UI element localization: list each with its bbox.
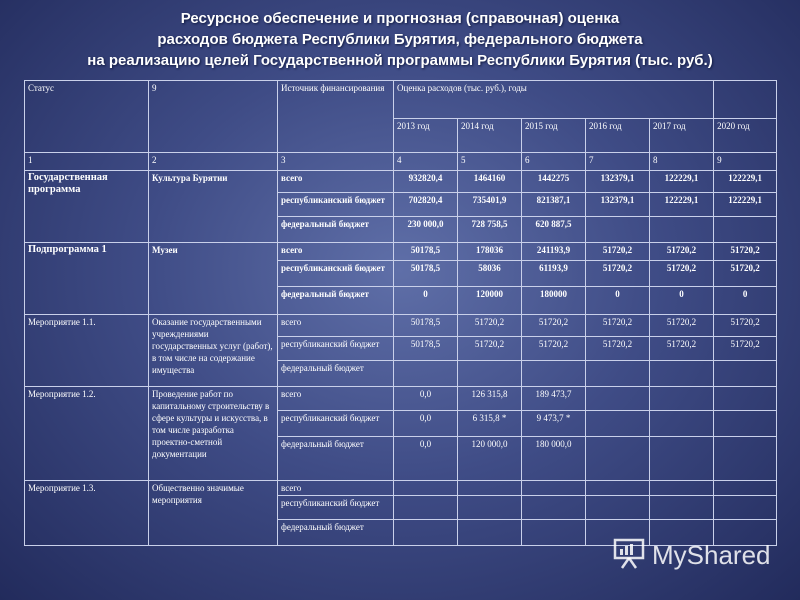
- value-cell: [586, 361, 650, 387]
- value-cell: 50178,5: [394, 337, 458, 361]
- value-cell: [522, 496, 586, 520]
- value-cell: [714, 411, 777, 437]
- header-source: Источник финансирования: [278, 81, 394, 153]
- source-cell: федеральный бюджет: [278, 437, 394, 481]
- number-cell: 2: [149, 153, 278, 171]
- year-cell: 2020 год: [714, 119, 777, 153]
- source-cell: всего: [278, 387, 394, 411]
- value-cell: [522, 520, 586, 546]
- value-cell: 1442275: [522, 171, 586, 193]
- value-cell: 0,0: [394, 387, 458, 411]
- value-cell: [586, 411, 650, 437]
- source-cell: республиканский бюджет: [278, 337, 394, 361]
- value-cell: 51720,2: [586, 337, 650, 361]
- header-col2: 9: [149, 81, 278, 153]
- value-cell: 0: [586, 287, 650, 315]
- table-row: [25, 481, 777, 496]
- value-cell: 932820,4: [394, 171, 458, 193]
- value-cell: 180000: [522, 287, 586, 315]
- value-cell: 50178,5: [394, 261, 458, 287]
- value-cell: [458, 496, 522, 520]
- value-cell: 51720,2: [714, 243, 777, 261]
- value-cell: 51720,2: [650, 261, 714, 287]
- number-cell: 3: [278, 153, 394, 171]
- status-cell: Подпрограмма 1: [25, 243, 149, 315]
- source-cell: федеральный бюджет: [278, 217, 394, 243]
- source-cell: федеральный бюджет: [278, 361, 394, 387]
- source-cell: республиканский бюджет: [278, 261, 394, 287]
- value-cell: 58036: [458, 261, 522, 287]
- value-cell: 51720,2: [522, 315, 586, 337]
- value-cell: [522, 481, 586, 496]
- value-cell: 51720,2: [458, 337, 522, 361]
- value-cell: 241193,9: [522, 243, 586, 261]
- title-line-3: на реализацию целей Государственной программы Республики Бурятия (тыс. руб.): [87, 52, 713, 69]
- value-cell: 735401,9: [458, 193, 522, 217]
- value-cell: 120000: [458, 287, 522, 315]
- value-cell: [522, 361, 586, 387]
- numbering-row: [25, 153, 777, 171]
- table-row: [25, 387, 777, 411]
- value-cell: 51720,2: [714, 337, 777, 361]
- value-cell: 51720,2: [650, 243, 714, 261]
- value-cell: 51720,2: [522, 337, 586, 361]
- value-cell: [650, 217, 714, 243]
- name-cell: Культура Бурятии: [149, 171, 278, 243]
- value-cell: [650, 387, 714, 411]
- value-cell: 122229,1: [714, 193, 777, 217]
- number-cell: 1: [25, 153, 149, 171]
- table-row: [25, 171, 777, 193]
- value-cell: [650, 496, 714, 520]
- value-cell: 178036: [458, 243, 522, 261]
- source-cell: федеральный бюджет: [278, 287, 394, 315]
- value-cell: [586, 387, 650, 411]
- presentation-board-icon: [612, 536, 646, 575]
- value-cell: 0,0: [394, 437, 458, 481]
- number-cell: 7: [586, 153, 650, 171]
- value-cell: [650, 481, 714, 496]
- name-cell: Общественно значимые мероприятия: [149, 481, 278, 546]
- value-cell: [714, 496, 777, 520]
- value-cell: 122229,1: [650, 171, 714, 193]
- source-cell: всего: [278, 171, 394, 193]
- source-cell: республиканский бюджет: [278, 411, 394, 437]
- value-cell: [714, 361, 777, 387]
- value-cell: 620 887,5: [522, 217, 586, 243]
- name-cell: Музеи: [149, 243, 278, 315]
- watermark-text: MyShared: [652, 539, 771, 570]
- number-cell: 6: [522, 153, 586, 171]
- value-cell: 702820,4: [394, 193, 458, 217]
- source-cell: федеральный бюджет: [278, 520, 394, 546]
- year-cell: 2017 год: [650, 119, 714, 153]
- value-cell: 0: [650, 287, 714, 315]
- header-estimate: Оценка расходов (тыс. руб.), годы: [394, 81, 714, 119]
- value-cell: 51720,2: [714, 261, 777, 287]
- value-cell: 50178,5: [394, 243, 458, 261]
- value-cell: [586, 217, 650, 243]
- year-cell: 2016 год: [586, 119, 650, 153]
- value-cell: 51720,2: [586, 315, 650, 337]
- value-cell: [714, 437, 777, 481]
- value-cell: [650, 361, 714, 387]
- source-cell: республиканский бюджет: [278, 193, 394, 217]
- status-cell: Мероприятие 1.2.: [25, 387, 149, 481]
- value-cell: [586, 481, 650, 496]
- value-cell: [650, 411, 714, 437]
- value-cell: 51720,2: [650, 315, 714, 337]
- value-cell: [394, 481, 458, 496]
- value-cell: 9 473,7 *: [522, 411, 586, 437]
- name-cell: Оказание государственными учреждениями государственных услуг (работ), в том числе на содержание имущества: [149, 315, 278, 387]
- value-cell: [714, 387, 777, 411]
- name-cell: Проведение работ по капитальному строительству в сфере культуры и искусства, в том числе разработка проектно-сметной документации: [149, 387, 278, 481]
- value-cell: 728 758,5: [458, 217, 522, 243]
- value-cell: 0,0: [394, 411, 458, 437]
- title-line-1: Ресурсное обеспечение и прогнозная (справочная) оценка: [180, 10, 620, 27]
- watermark: [612, 538, 771, 572]
- value-cell: 51720,2: [586, 261, 650, 287]
- value-cell: 132379,1: [586, 193, 650, 217]
- year-cell: 2013 год: [394, 119, 458, 153]
- value-cell: 0: [714, 287, 777, 315]
- number-cell: 9: [714, 153, 777, 171]
- number-cell: 5: [458, 153, 522, 171]
- value-cell: [458, 481, 522, 496]
- slide-title: [0, 8, 800, 71]
- value-cell: 1464160: [458, 171, 522, 193]
- value-cell: 51720,2: [586, 243, 650, 261]
- value-cell: 122229,1: [714, 171, 777, 193]
- value-cell: 51720,2: [650, 337, 714, 361]
- status-cell: Государственная программа: [25, 171, 149, 243]
- value-cell: 126 315,8: [458, 387, 522, 411]
- table-row: [25, 243, 777, 261]
- value-cell: 51720,2: [458, 315, 522, 337]
- value-cell: [458, 520, 522, 546]
- header-status: Статус: [25, 81, 149, 153]
- value-cell: 821387,1: [522, 193, 586, 217]
- value-cell: [458, 361, 522, 387]
- value-cell: 120 000,0: [458, 437, 522, 481]
- value-cell: 132379,1: [586, 171, 650, 193]
- value-cell: [394, 361, 458, 387]
- header-row: [25, 81, 777, 119]
- value-cell: 0: [394, 287, 458, 315]
- table-row: [25, 315, 777, 337]
- value-cell: 180 000,0: [522, 437, 586, 481]
- source-cell: всего: [278, 243, 394, 261]
- value-cell: [586, 496, 650, 520]
- value-cell: 61193,9: [522, 261, 586, 287]
- value-cell: [394, 520, 458, 546]
- status-cell: Мероприятие 1.1.: [25, 315, 149, 387]
- number-cell: 4: [394, 153, 458, 171]
- year-cell: 2014 год: [458, 119, 522, 153]
- value-cell: 51720,2: [714, 315, 777, 337]
- status-cell: Мероприятие 1.3.: [25, 481, 149, 546]
- source-cell: всего: [278, 481, 394, 496]
- value-cell: 189 473,7: [522, 387, 586, 411]
- value-cell: 6 315,8 *: [458, 411, 522, 437]
- value-cell: [586, 437, 650, 481]
- value-cell: 230 000,0: [394, 217, 458, 243]
- value-cell: [650, 437, 714, 481]
- value-cell: [714, 481, 777, 496]
- title-line-2: расходов бюджета Республики Бурятия, федерального бюджета: [157, 31, 643, 48]
- year-cell: 2015 год: [522, 119, 586, 153]
- source-cell: всего: [278, 315, 394, 337]
- value-cell: 50178,5: [394, 315, 458, 337]
- header-empty: [714, 81, 777, 119]
- value-cell: [714, 217, 777, 243]
- source-cell: республиканский бюджет: [278, 496, 394, 520]
- value-cell: 122229,1: [650, 193, 714, 217]
- value-cell: [394, 496, 458, 520]
- budget-table: [24, 80, 777, 546]
- number-cell: 8: [650, 153, 714, 171]
